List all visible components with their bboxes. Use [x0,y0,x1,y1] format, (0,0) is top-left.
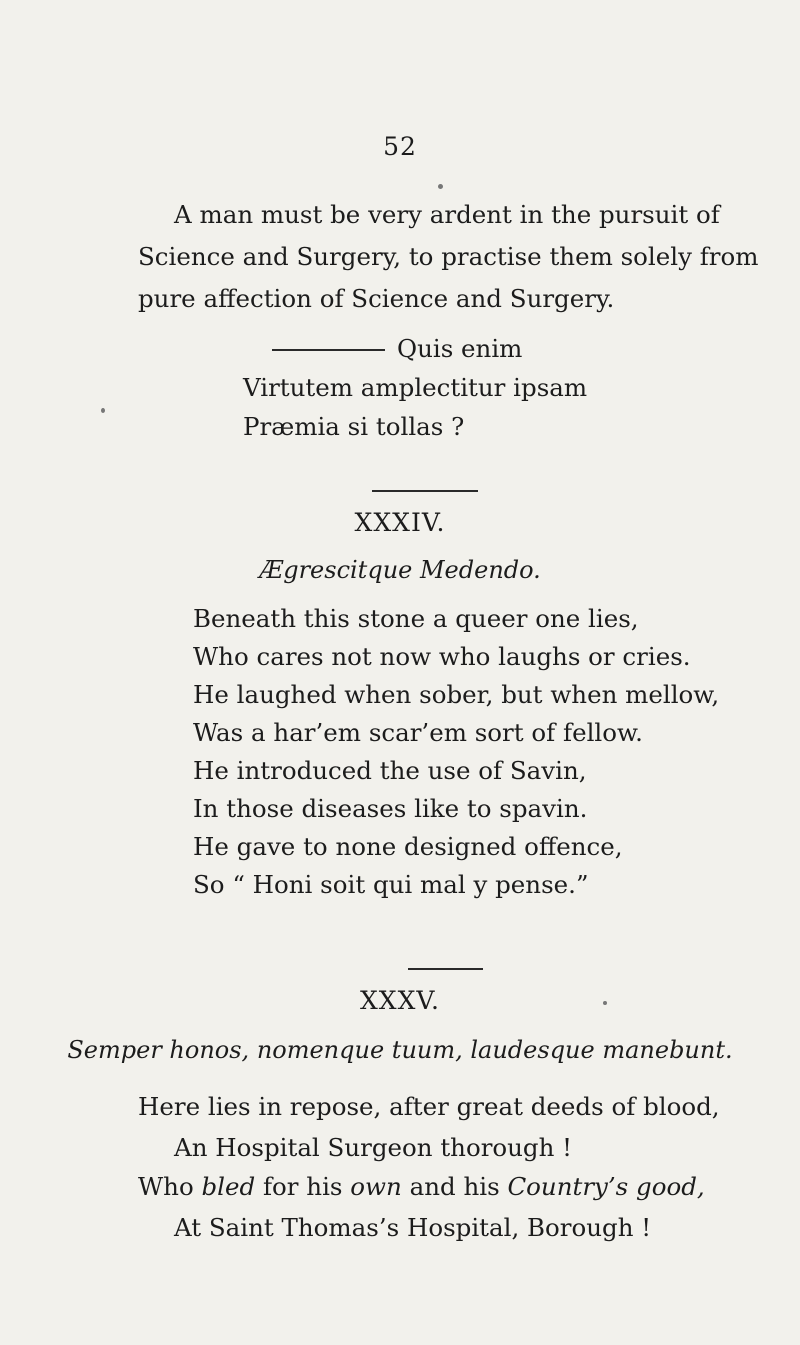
verse-line: Was a har’em scar’em sort of fellow. [193,718,643,747]
verse-line: He gave to none designed offence, [193,832,623,861]
verse-line [138,1172,705,1201]
verse-line: He laughed when sober, but when mellow, [193,680,720,709]
section-heading: XXXIV. [354,508,446,537]
section-motto: Ægrescitque Medendo. [259,556,541,584]
quote-line: Virtutem amplectitur ipsam [243,373,588,402]
section-heading: XXXV. [359,986,441,1015]
verse-text: Here lies in repose, after great deeds of blood, [138,1092,720,1121]
verse-text: At Saint Thomas’s Hospital, Borough ! [174,1213,652,1242]
verse-line: So “ Honi soit qui mal y pense.” [193,870,589,899]
italic-phrase: own [350,1172,402,1201]
section-divider [408,968,483,970]
ink-speck [101,408,105,413]
verse-line: Beneath this stone a queer one lies, [193,604,639,633]
section-motto: Semper honos, nomenque tuum, laudesque manebunt. [67,1036,733,1064]
ink-speck [438,184,443,189]
verse-text: Who [138,1172,202,1201]
quote-line: Præmia si tollas ? [243,412,465,441]
verse-line [174,1213,651,1242]
verse-line: Who cares not now who laughs or cries. [193,642,691,671]
italic-phrase: Country’s good, [507,1172,705,1201]
page-number: 52 [383,132,417,161]
quote-line: Quis enim [397,334,523,363]
verse-line [138,1092,720,1121]
paragraph-line: pure affection of Science and Surgery. [138,284,615,313]
verse-text: and his [401,1172,508,1201]
section-divider [372,490,478,492]
italic-phrase: bled [201,1172,256,1201]
verse-line: In those diseases like to spavin. [193,794,588,823]
paragraph-line: Science and Surgery, to practise them solely from [138,242,759,271]
verse-text: for his [255,1172,351,1201]
verse-line: He introduced the use of Savin, [193,756,587,785]
verse-text: An Hospital Surgeon thorough ! [174,1133,573,1162]
paragraph-line: A man must be very ardent in the pursuit of [174,200,720,229]
quote-dash [272,349,385,351]
verse-line [174,1133,572,1162]
